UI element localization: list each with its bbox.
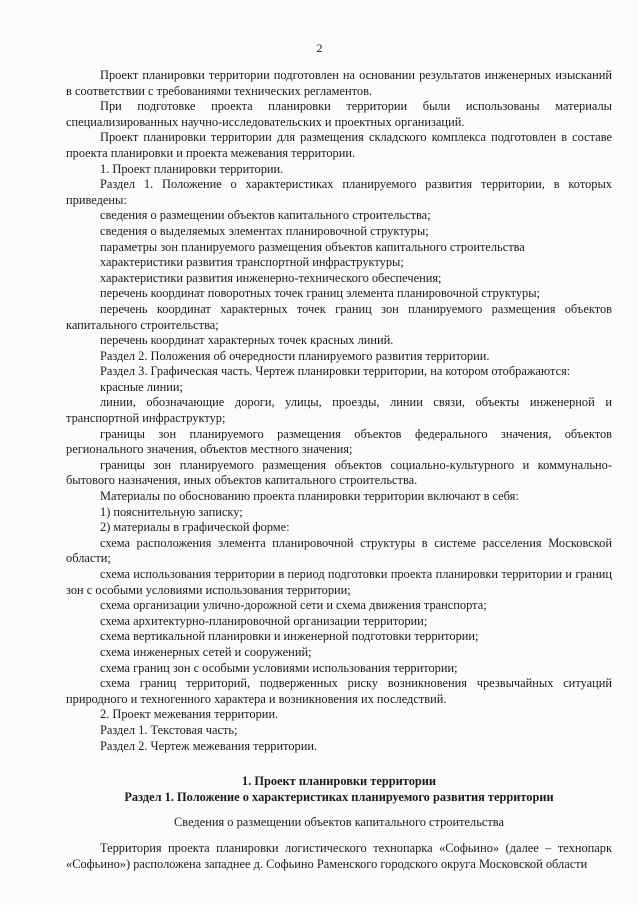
page-number: 2 [316, 41, 323, 55]
list-item: параметры зон планируемого размещения объектов капитального строительства [100, 239, 525, 254]
list-item: Раздел 3. Графическая часть. Чертеж планировки территории, на котором отображаются: [100, 364, 571, 379]
list-item: линии, обозначающие дороги, улицы, проезды, линии связи, объекты инженерной и транспортной инфраструктур; [66, 395, 612, 426]
section-heading: 1. Проект планировки территории [241, 774, 437, 789]
list-item: характеристики развития транспортной инфраструктуры; [100, 255, 404, 270]
list-item: схема границ зон с особыми условиями использования территории; [100, 660, 458, 675]
list-item: 1) пояснительную записку; [100, 504, 243, 519]
list-item: характеристики развития инженерно-технического обеспечения; [100, 270, 442, 285]
list-item: схема организации улично-дорожной сети и схема движения транспорта; [100, 598, 487, 613]
subsection-title: Сведения о размещении объектов капитального строительства [174, 815, 504, 830]
section-subheading: Раздел 1. Положение о характеристиках планируемого развития территории [124, 789, 554, 804]
list-item: сведения о размещении объектов капитального строительства; [100, 208, 431, 223]
list-item: схема границ территорий, подверженных риску возникновения чрезвычайных ситуаций природного и техногенного характера и возникновения их последствий. [66, 676, 612, 706]
list-item: 2) материалы в графической форме: [100, 520, 290, 535]
list-item: красные линии; [100, 379, 183, 394]
paragraph: Проект планировки территории для размещения складского комплекса подготовлен в составе проекта планировки и проекта межевания территории. [66, 130, 612, 160]
list-item: схема расположения элемента планировочной структуры в системе расселения Московской области; [66, 535, 612, 566]
list-item: сведения о выделяемых элементах планировочной структуры; [100, 223, 429, 238]
list-item: границы зон планируемого размещения объектов федерального значения, объектов регионального значения, объектов местного значения; [66, 426, 612, 457]
list-item: схема вертикальной планировки и инженерной подготовки территории; [100, 629, 479, 644]
list-item: схема инженерных сетей и сооружений; [100, 644, 312, 659]
list-item: схема использования территории в период подготовки проекта планировки территории и границ зон с особыми условиями использования территории; [66, 567, 612, 597]
list-heading: 2. Проект межевания территории. [100, 707, 279, 722]
paragraph: При подготовке проекта планировки территории были использованы материалы специализированных научно-исследовательских и проектных организаций. [66, 99, 612, 129]
list-item: перечень координат характерных точек границ зон планируемого размещения объектов капитального строительства; [66, 301, 612, 332]
list-item: Раздел 2. Чертеж межевания территории. [100, 738, 318, 753]
list-item: границы зон планируемого размещения объектов социально-культурного и коммунально-бытового назначения, иных объектов капитального строительства. [66, 457, 612, 488]
list-item: перечень координат поворотных точек границ элемента планировочной структуры; [100, 286, 540, 301]
paragraph: Проект планировки территории подготовлен на основании результатов инженерных изысканий в соответствии с требованиями технических регламентов. [66, 68, 612, 98]
list-item: схема архитектурно-планировочной организации территории; [100, 613, 428, 628]
list-item: Раздел 2. Положения об очередности планируемого развития территории. [100, 348, 490, 363]
document-body [66, 68, 612, 872]
paragraph: Раздел 1. Положение о характеристиках планируемого развития территории, в которых приведены: [66, 177, 612, 207]
list-heading: 1. Проект планировки территории. [100, 161, 284, 176]
paragraph: Территория проекта планировки логистического технопарка «Софьино» (далее – технопарк «Софьино») расположена западнее д. Софьино Раменского городского округа Московской области [66, 840, 612, 871]
list-item: перечень координат характерных точек красных линий. [100, 333, 394, 348]
list-item: Раздел 1. Текстовая часть; [100, 722, 238, 737]
paragraph: Материалы по обоснованию проекта планировки территории включают в себя: [100, 489, 519, 504]
